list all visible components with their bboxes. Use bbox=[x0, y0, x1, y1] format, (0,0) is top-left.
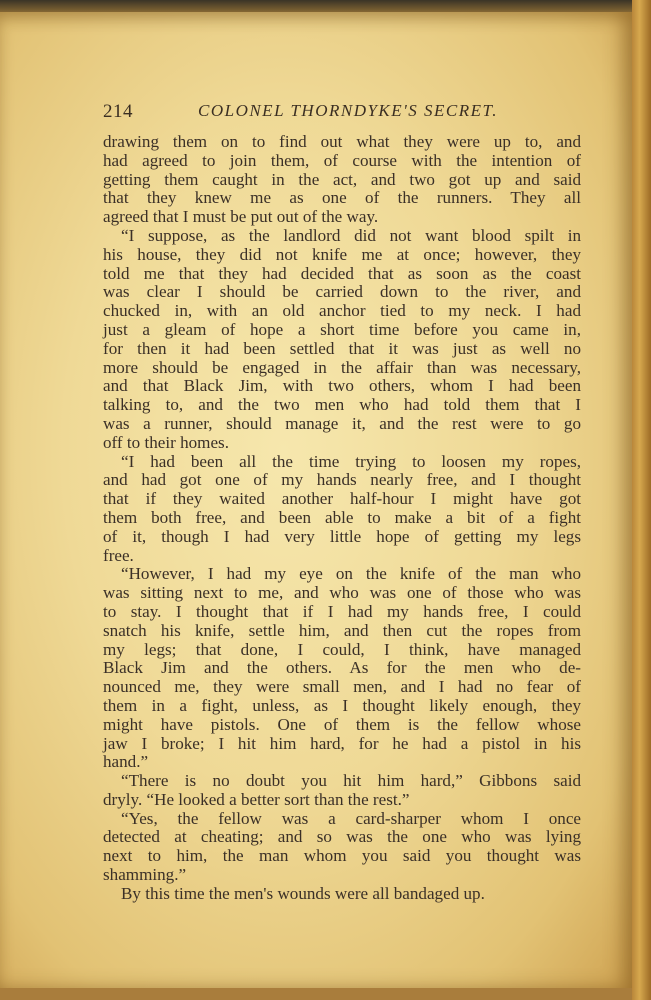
text-line: was a runner, should manage it, and the rest were to go bbox=[103, 413, 581, 433]
text-line: might have pistols. One of them is the fellow whose bbox=[103, 714, 581, 734]
text-line: them both free, and been able to make a bit of a fight bbox=[103, 507, 581, 527]
text-line: next to him, the man whom you said you thought was bbox=[103, 846, 581, 866]
text-line: that they knew me as one of the runners. They all bbox=[103, 188, 581, 208]
text-line: agreed that I must be put out of the way. bbox=[103, 207, 379, 227]
text-line: chucked in, with an old anchor tied to my neck. I had bbox=[103, 301, 581, 321]
text-line: and had got one of my hands nearly free, and I thought bbox=[103, 470, 581, 490]
text-line: “Yes, the fellow was a card-sharper whom I once bbox=[121, 808, 581, 828]
text-line: that if they waited another half-hour I might have got bbox=[103, 489, 581, 509]
text-line: jaw I broke; I hit him hard, for he had a pistol in his bbox=[103, 733, 581, 753]
text-line: his house, they did not knife me at once; however, they bbox=[103, 244, 581, 264]
text-line: “I suppose, as the landlord did not want blood spilt in bbox=[121, 225, 581, 245]
text-line: for then it had been settled that it was just as well no bbox=[103, 338, 581, 358]
page-number: 214 bbox=[103, 101, 133, 122]
text-line: “There is no doubt you hit him hard,” Gibbons said bbox=[121, 771, 581, 791]
text-line: was clear I should be carried down to the river, and bbox=[103, 282, 581, 302]
page-edge bbox=[632, 0, 651, 1000]
page-header bbox=[103, 101, 583, 125]
text-line: my legs; that done, I could, I think, have managed bbox=[103, 639, 581, 659]
text-line: drawing them on to find out what they were up to, and bbox=[103, 132, 581, 151]
text-line: hand.” bbox=[103, 752, 149, 772]
text-line: was sitting next to me, and who was one of those who was bbox=[103, 583, 581, 603]
text-line: talking to, and the two men who had told them that I bbox=[103, 395, 581, 415]
text-line: off to their homes. bbox=[103, 432, 229, 452]
page-body-text bbox=[103, 133, 581, 904]
text-line: just a gleam of hope a short time before you came in, bbox=[103, 319, 581, 339]
running-title: COLONEL THORNDYKE'S SECRET. bbox=[198, 101, 498, 120]
text-line: snatch his knife, settle him, and then cut the ropes from bbox=[103, 620, 581, 640]
text-line: told me that they had decided that as soon as the coast bbox=[103, 263, 581, 283]
text-line: of it, though I had very little hope of getting my legs bbox=[103, 526, 581, 546]
text-line: them in a fight, unless, as I thought likely enough, they bbox=[103, 695, 581, 715]
text-line: nounced me, they were small men, and I had no fear of bbox=[103, 677, 581, 697]
text-line: By this time the men's wounds were all bandaged up. bbox=[121, 883, 485, 903]
text-line: shamming.” bbox=[103, 865, 187, 885]
text-line: and that Black Jim, with two others, whom I had been bbox=[103, 376, 581, 396]
text-line: getting them caught in the act, and two got up and said bbox=[103, 169, 581, 189]
text-line: “However, I had my eye on the knife of the man who bbox=[121, 564, 581, 584]
text-line: more should be engaged in the affair than was necessary, bbox=[103, 357, 581, 377]
text-line: detected at cheating; and so was the one who was lying bbox=[103, 827, 581, 847]
text-line: “I had been all the time trying to loosen my ropes, bbox=[121, 451, 581, 471]
text-line: had agreed to join them, of course with the intention of bbox=[103, 150, 581, 170]
text-line: Black Jim and the others. As for the men who de- bbox=[103, 658, 581, 678]
text-line: to stay. I thought that if I had my hands free, I could bbox=[103, 601, 581, 621]
text-line: free. bbox=[103, 545, 134, 565]
text-line: dryly. “He looked a better sort than the rest.” bbox=[103, 789, 410, 809]
